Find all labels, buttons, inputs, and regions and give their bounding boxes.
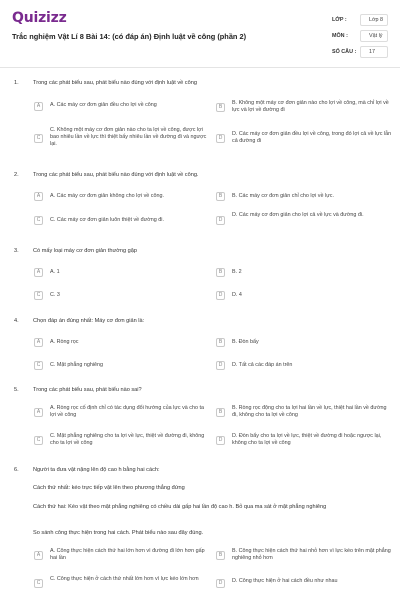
option-letter-badge: C	[34, 291, 43, 300]
option-text: D. Công thực hiện ở hai cách đều như nhau	[232, 578, 338, 584]
option-text: A. Ròng rọc	[50, 339, 79, 345]
option-text: B. Không một máy cơ đơn giản nào cho lợi về công, mà chỉ lợi về lực và lợi về đường đi	[232, 100, 389, 113]
worksheet-title: Trắc nghiệm Vật Lí 8 Bài 14: (có đáp án) Định luật về công (phần 2)	[12, 32, 247, 41]
question-text: Trong các phát biểu sau, phát biểu nào đúng với định luật về công	[33, 80, 197, 86]
meta-class	[332, 14, 392, 27]
option-text: A. Các máy cơ đơn giản đều cho lợi về công	[50, 102, 157, 108]
option-text: C. Mặt phẳng nghiêng	[50, 362, 104, 368]
option-letter-badge: C	[34, 579, 43, 588]
quizizz-logo: Quizizz	[12, 10, 67, 26]
question-number: 1.	[14, 80, 19, 86]
option-text: D. 4	[232, 292, 242, 298]
option-text: B. 2	[232, 269, 242, 275]
option-text: B. Các máy cơ đơn giản chỉ cho lợi về lực.	[232, 193, 334, 199]
question-text: Trong các phát biểu sau, phát biểu nào sai?	[33, 387, 142, 393]
meta-count	[332, 46, 392, 59]
question-number: 4.	[14, 318, 19, 324]
option-text: C. Mặt phẳng nghiêng cho ta lợi về lực, thiệt về đường đi, không cho ta lợi về công	[50, 433, 205, 446]
option-text: B. Ròng rọc động cho ta lợi hai lần về lực, thiệt hai lần về đường đi, không cho ta lợi về công	[232, 405, 387, 418]
option-letter-badge: D	[216, 579, 225, 588]
option-letter-badge: B	[216, 192, 225, 201]
option-letter-badge: C	[34, 216, 43, 225]
option-letter-badge: D	[216, 134, 225, 143]
option-letter-badge: D	[216, 291, 225, 300]
option-text: A. Các máy cơ đơn giản không cho lợi về công.	[50, 193, 164, 199]
option-text: D. Đòn bẩy cho ta lợi về lực, thiệt về đường đi hoặc ngược lại, không cho ta lợi về công	[232, 433, 382, 446]
question-text: Có mấy loại máy cơ đơn giản thường gặp	[33, 248, 137, 254]
option-text: A. Ròng rọc cố định chỉ có tác dụng đổi hướng của lực và cho ta lợi về công	[50, 405, 204, 418]
meta-class-label: LỚP :	[332, 17, 347, 23]
option-text: D. Các máy cơ đơn giản cho lợi cả về lực và đường đi.	[232, 212, 364, 218]
question-text: Chọn đáp án đúng nhất: Máy cơ đơn giản là:	[33, 318, 145, 324]
option-letter-badge: A	[34, 551, 43, 560]
question-text: Trong các phát biểu sau, phát biểu nào đúng với định luật về công.	[33, 172, 199, 178]
option-letter-badge: D	[216, 436, 225, 445]
option-text: B. Công thực hiện cách thứ hai nhỏ hơn vì lực kéo trên mặt phẳng nghiêng nhỏ hơn	[232, 548, 391, 561]
option-letter-badge: A	[34, 192, 43, 201]
question-detail: Cách thứ hai: Kéo vật theo mặt phẳng nghiêng có chiều dài gấp hai lần độ cao h. Bỏ qua ma sát ở mặt phẳng nghiêng	[33, 504, 327, 510]
question-text: Người ta đưa vật nặng lên độ cao h bằng hai cách:	[33, 467, 160, 473]
option-text: C. 3	[50, 292, 60, 298]
option-text: C. Công thực hiện ở cách thứ nhất lớn hơn vì lực kéo lớn hơn	[50, 576, 199, 582]
meta-subject	[332, 30, 392, 43]
question-number: 2.	[14, 172, 19, 178]
option-letter-badge: A	[34, 102, 43, 111]
option-letter-badge: C	[34, 436, 43, 445]
option-letter-badge: D	[216, 361, 225, 370]
option-text: A. 1	[50, 269, 60, 275]
meta-subject-value: Vật lý	[360, 30, 388, 42]
option-letter-badge: B	[216, 338, 225, 347]
meta-class-value: Lớp 8	[360, 14, 388, 26]
worksheet-header	[0, 0, 400, 68]
option-letter-badge: B	[216, 408, 225, 417]
meta-count-value: 17	[360, 46, 388, 58]
option-text: D. Các máy cơ đơn giản đều lợi về công, trong đó lợi cả về lực lẫn cả đường đi	[232, 131, 392, 144]
option-letter-badge: A	[34, 338, 43, 347]
option-letter-badge: D	[216, 216, 225, 225]
question-number: 3.	[14, 248, 19, 254]
option-letter-badge: A	[34, 268, 43, 277]
option-text: D. Tất cả các đáp án trên	[232, 362, 293, 368]
option-letter-badge: B	[216, 103, 225, 112]
option-text: B. Đòn bẩy	[232, 339, 259, 345]
question-detail: So sánh công thực hiện trong hai cách. Phát biểu nào sau đây đúng.	[33, 530, 204, 536]
meta-subject-label: MÔN :	[332, 33, 348, 39]
option-letter-badge: C	[34, 361, 43, 370]
option-text: A. Công thực hiện cách thứ hai lớn hơn vì đường đi lớn hơn gấp hai lần	[50, 548, 205, 561]
question-number: 5.	[14, 387, 19, 393]
option-text: C. Các máy cơ đơn giản luôn thiệt về đường đi.	[50, 217, 164, 223]
question-number: 6.	[14, 467, 19, 473]
option-letter-badge: C	[34, 134, 43, 143]
question-detail: Cách thứ nhất: kéo trực tiếp vật lên theo phương thẳng đứng	[33, 485, 185, 491]
option-letter-badge: B	[216, 551, 225, 560]
meta-count-label: SỐ CÂU :	[332, 49, 357, 55]
option-letter-badge: A	[34, 408, 43, 417]
option-letter-badge: B	[216, 268, 225, 277]
option-text: C. Không một máy cơ đơn giản nào cho ta lợi về công, được lợi bao nhiêu lần về lực thì thiệt bấy nhiêu lần về đường đi và ngược lại.	[50, 127, 207, 147]
